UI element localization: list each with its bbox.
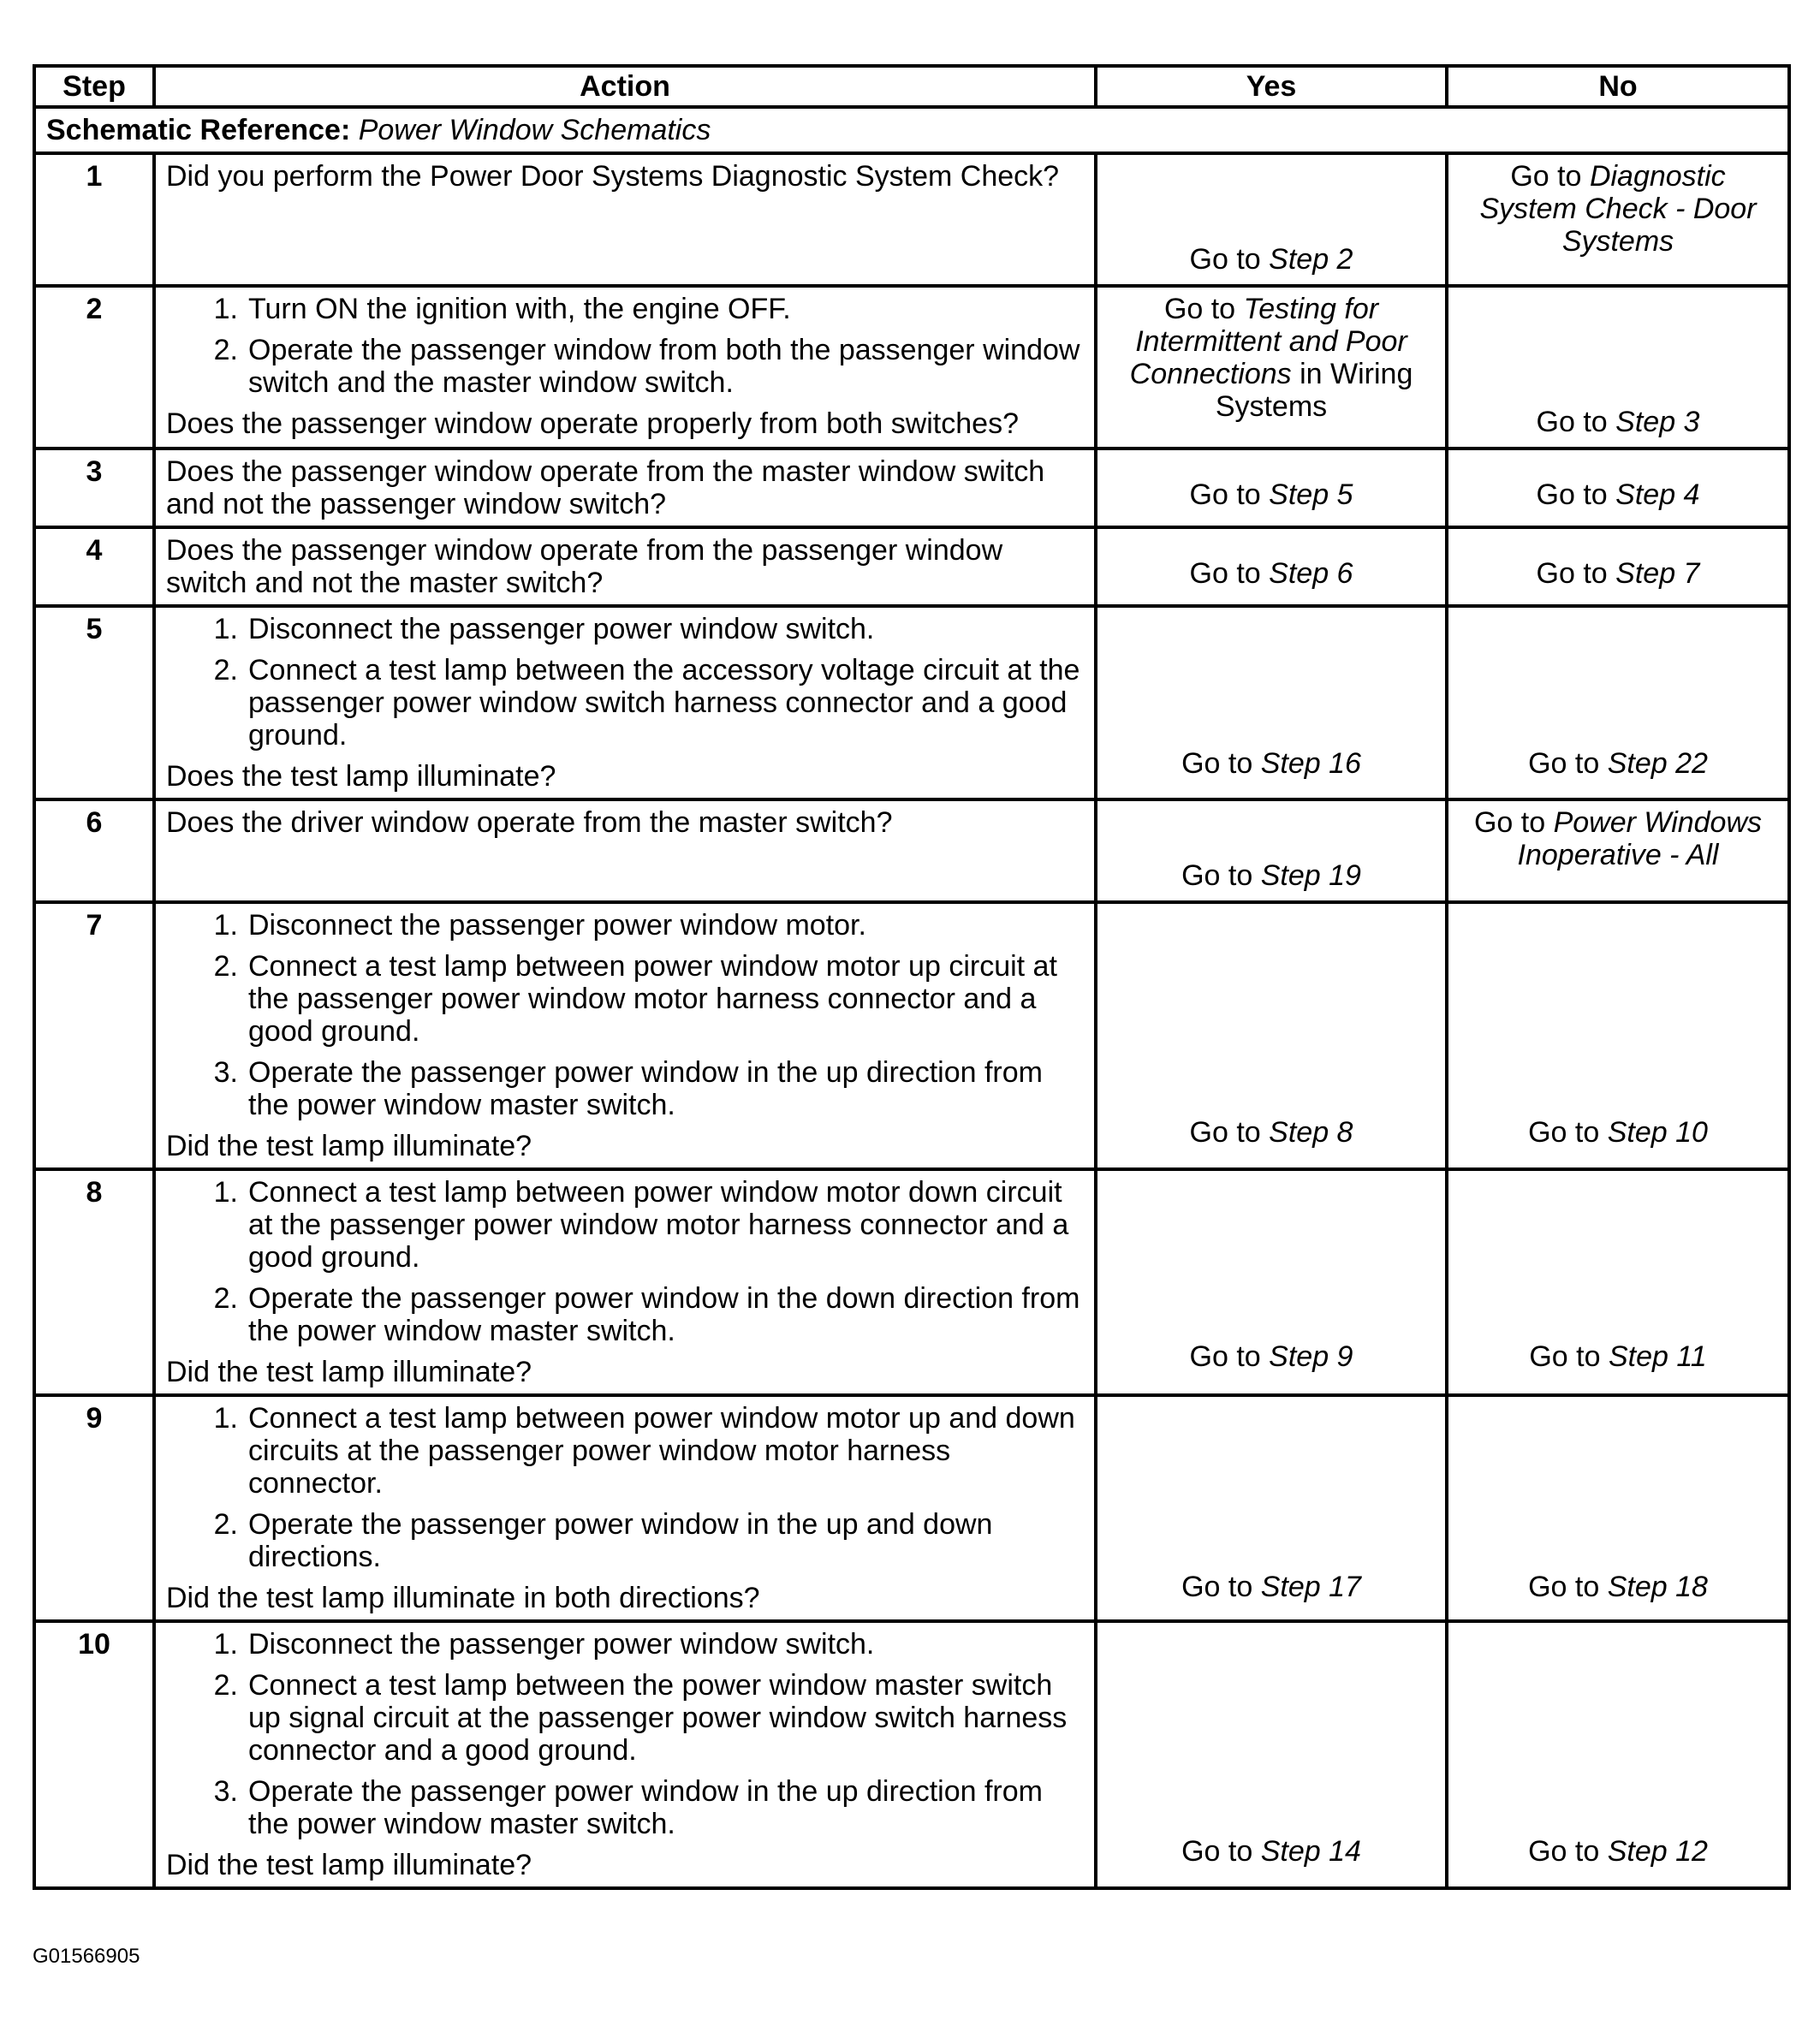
action-cell xyxy=(154,902,1096,1169)
no-cell xyxy=(1447,606,1789,799)
action-cell xyxy=(154,527,1096,606)
no-goto-text: Go to xyxy=(1473,806,1546,839)
yes-cell xyxy=(1096,799,1447,902)
table-row xyxy=(34,799,1789,902)
step-number: 1 xyxy=(34,153,154,286)
no-goto-text: Go to xyxy=(1536,478,1608,511)
step-number: 6 xyxy=(34,799,154,902)
no-cell xyxy=(1447,527,1789,606)
yes-goto-link[interactable]: Step 5 xyxy=(1269,478,1353,511)
action-cell xyxy=(154,606,1096,799)
schematic-reference xyxy=(34,107,1789,153)
no-cell xyxy=(1447,153,1789,286)
no-goto-text: Go to xyxy=(1528,1116,1600,1149)
no-goto-text: Go to xyxy=(1536,406,1608,438)
no-cell xyxy=(1447,449,1789,527)
yes-cell xyxy=(1096,286,1447,449)
no-goto-link[interactable]: Step 12 xyxy=(1607,1835,1708,1868)
action-cell xyxy=(154,449,1096,527)
action-item-text: Operate the passenger power window in the down direction from the power window master switch. xyxy=(248,1282,1080,1347)
no-goto-text: Go to xyxy=(1528,1835,1600,1868)
yes-goto-link[interactable]: Step 17 xyxy=(1260,1571,1361,1603)
no-goto-link[interactable]: Step 4 xyxy=(1615,478,1700,511)
no-goto-link[interactable]: Step 11 xyxy=(1608,1340,1707,1373)
action-item xyxy=(166,293,1084,325)
table-row xyxy=(34,606,1789,799)
table-row xyxy=(34,527,1789,606)
yes-goto-link[interactable]: Step 14 xyxy=(1260,1835,1361,1868)
action-item-number: 3. xyxy=(213,1056,238,1089)
action-item xyxy=(166,1056,1084,1121)
no-cell xyxy=(1447,902,1789,1169)
yes-goto-link[interactable]: Step 2 xyxy=(1269,243,1353,276)
yes-goto-text: Go to xyxy=(1189,1116,1261,1149)
header-step: Step xyxy=(34,66,154,107)
header-yes: Yes xyxy=(1096,66,1447,107)
no-goto-text: Go to xyxy=(1536,557,1608,590)
action-cell xyxy=(154,1169,1096,1395)
action-question: Does the test lamp illuminate? xyxy=(166,760,556,793)
action-item-text: Turn ON the ignition with, the engine OFF. xyxy=(248,293,791,325)
action-item xyxy=(166,1775,1084,1840)
header-row xyxy=(34,66,1789,107)
yes-goto-link[interactable]: Step 9 xyxy=(1269,1340,1353,1373)
diagnostic-table xyxy=(33,64,1791,1890)
action-item-text: Connect a test lamp between the accessory voltage circuit at the passenger power window switch harness connector and a good ground. xyxy=(248,654,1080,752)
table-row xyxy=(34,153,1789,286)
action-question: Did the test lamp illuminate in both directions? xyxy=(166,1582,760,1614)
action-item-text: Operate the passenger power window in the up direction from the power window master switch. xyxy=(248,1056,1043,1121)
yes-goto-link[interactable]: Step 19 xyxy=(1260,859,1361,892)
action-question: Did the test lamp illuminate? xyxy=(166,1130,532,1162)
yes-cell xyxy=(1096,606,1447,799)
schematic-reference-label: Schematic Reference: xyxy=(46,114,351,146)
yes-goto-text: Go to xyxy=(1181,747,1253,780)
action-question: Does the passenger window operate from the master window switch and not the passenger window switch? xyxy=(166,455,1045,520)
action-item-number: 2. xyxy=(213,1669,238,1702)
action-item-number: 1. xyxy=(213,1402,238,1435)
action-item-number: 1. xyxy=(213,1176,238,1209)
action-cell xyxy=(154,1621,1096,1888)
action-item xyxy=(166,334,1084,399)
yes-goto-text: Go to xyxy=(1189,1340,1261,1373)
table-row xyxy=(34,902,1789,1169)
yes-goto-link[interactable]: Step 8 xyxy=(1269,1116,1353,1149)
no-goto-link[interactable]: Diagnostic System Check - Door Systems xyxy=(1479,160,1757,258)
action-item-number: 2. xyxy=(213,654,238,686)
action-item-text: Connect a test lamp between power window motor up circuit at the passenger power window motor harness connector and a good ground. xyxy=(248,950,1057,1048)
figure-id: G01566905 xyxy=(33,1945,140,1968)
action-item xyxy=(166,1669,1084,1767)
step-number: 2 xyxy=(34,286,154,449)
action-item-text: Disconnect the passenger power window motor. xyxy=(248,909,866,942)
action-question: Did you perform the Power Door Systems Diagnostic System Check? xyxy=(166,160,1060,193)
step-number: 4 xyxy=(34,527,154,606)
table-row xyxy=(34,286,1789,449)
table-row xyxy=(34,1169,1789,1395)
no-goto-link[interactable]: Step 10 xyxy=(1607,1116,1708,1149)
no-goto-link[interactable]: Step 7 xyxy=(1615,557,1700,590)
yes-cell xyxy=(1096,449,1447,527)
action-item-number: 1. xyxy=(213,909,238,942)
schematic-reference-row xyxy=(34,107,1789,153)
action-cell xyxy=(154,286,1096,449)
schematic-reference-link[interactable]: Power Window Schematics xyxy=(358,114,711,146)
action-question: Did the test lamp illuminate? xyxy=(166,1849,532,1881)
yes-goto-text: Go to xyxy=(1181,1571,1253,1603)
action-question: Does the passenger window operate from the passenger window switch and not the master switch? xyxy=(166,534,1003,599)
yes-cell xyxy=(1096,1169,1447,1395)
step-number: 9 xyxy=(34,1395,154,1621)
action-item-number: 1. xyxy=(213,293,238,325)
step-number: 3 xyxy=(34,449,154,527)
action-item xyxy=(166,613,1084,645)
action-item xyxy=(166,909,1084,942)
yes-goto-link[interactable]: Step 6 xyxy=(1269,557,1353,590)
action-cell xyxy=(154,799,1096,902)
action-item-number: 2. xyxy=(213,1508,238,1541)
yes-cell xyxy=(1096,1621,1447,1888)
no-goto-text: Go to xyxy=(1529,1340,1601,1373)
action-item-number: 1. xyxy=(213,613,238,645)
yes-cell xyxy=(1096,153,1447,286)
action-question: Does the passenger window operate properly from both switches? xyxy=(166,407,1019,440)
yes-goto-text: Go to xyxy=(1189,243,1261,276)
action-item-text: Operate the passenger power window in the up direction from the power window master switch. xyxy=(248,1775,1043,1840)
action-question: Does the driver window operate from the master switch? xyxy=(166,806,893,839)
header-action: Action xyxy=(154,66,1096,107)
yes-cell xyxy=(1096,527,1447,606)
action-item xyxy=(166,1628,1084,1661)
header-no: No xyxy=(1447,66,1789,107)
action-item-number: 2. xyxy=(213,334,238,366)
no-cell xyxy=(1447,1395,1789,1621)
action-question: Did the test lamp illuminate? xyxy=(166,1356,532,1388)
action-item xyxy=(166,654,1084,752)
action-item-text: Disconnect the passenger power window switch. xyxy=(248,1628,875,1661)
action-cell xyxy=(154,153,1096,286)
action-cell xyxy=(154,1395,1096,1621)
no-goto-text: Go to xyxy=(1510,160,1582,193)
yes-goto-text: Go to xyxy=(1189,557,1261,590)
action-item-text: Connect a test lamp between power window motor up and down circuits at the passenger power window motor harness connector. xyxy=(248,1402,1075,1500)
table-row xyxy=(34,449,1789,527)
action-item-text: Connect a test lamp between the power window master switch up signal circuit at the passenger power window switch harness connector and a good ground. xyxy=(248,1669,1068,1767)
no-goto-link[interactable]: Step 3 xyxy=(1615,406,1700,438)
yes-cell xyxy=(1096,1395,1447,1621)
step-number: 10 xyxy=(34,1621,154,1888)
action-item xyxy=(166,1176,1084,1274)
action-item-text: Operate the passenger power window in the up and down directions. xyxy=(248,1508,993,1573)
step-number: 8 xyxy=(34,1169,154,1395)
no-goto-text: Go to xyxy=(1528,747,1600,780)
yes-goto-text: Go to xyxy=(1163,293,1236,325)
action-item xyxy=(166,1508,1084,1573)
action-item-text: Operate the passenger window from both the passenger window switch and the master window switch. xyxy=(248,334,1080,399)
action-item xyxy=(166,950,1084,1048)
yes-cell xyxy=(1096,902,1447,1169)
no-goto-link[interactable]: Power Windows Inoperative - All xyxy=(1517,806,1763,871)
action-item-number: 2. xyxy=(213,1282,238,1315)
no-goto-text: Go to xyxy=(1528,1571,1600,1603)
action-item-number: 2. xyxy=(213,950,238,983)
action-item-number: 1. xyxy=(213,1628,238,1661)
step-number: 5 xyxy=(34,606,154,799)
table-row xyxy=(34,1621,1789,1888)
no-cell xyxy=(1447,1621,1789,1888)
yes-goto-suffix: in Wiring Systems xyxy=(1215,358,1413,423)
yes-goto-link[interactable]: Testing for Intermittent and Poor Connections xyxy=(1129,293,1407,390)
yes-goto-text: Go to xyxy=(1181,859,1253,892)
action-item-number: 3. xyxy=(213,1775,238,1808)
no-goto-link[interactable]: Step 22 xyxy=(1607,747,1708,780)
table-row xyxy=(34,1395,1789,1621)
no-cell xyxy=(1447,799,1789,902)
yes-goto-text: Go to xyxy=(1181,1835,1253,1868)
no-cell xyxy=(1447,286,1789,449)
action-item-text: Connect a test lamp between power window motor down circuit at the passenger power window motor harness connector and a good ground. xyxy=(248,1176,1069,1274)
action-item xyxy=(166,1282,1084,1347)
no-goto-link[interactable]: Step 18 xyxy=(1607,1571,1708,1603)
action-item xyxy=(166,1402,1084,1500)
step-number: 7 xyxy=(34,902,154,1169)
no-cell xyxy=(1447,1169,1789,1395)
yes-goto-text: Go to xyxy=(1189,478,1261,511)
yes-goto-link[interactable]: Step 16 xyxy=(1260,747,1361,780)
action-item-text: Disconnect the passenger power window switch. xyxy=(248,613,875,645)
